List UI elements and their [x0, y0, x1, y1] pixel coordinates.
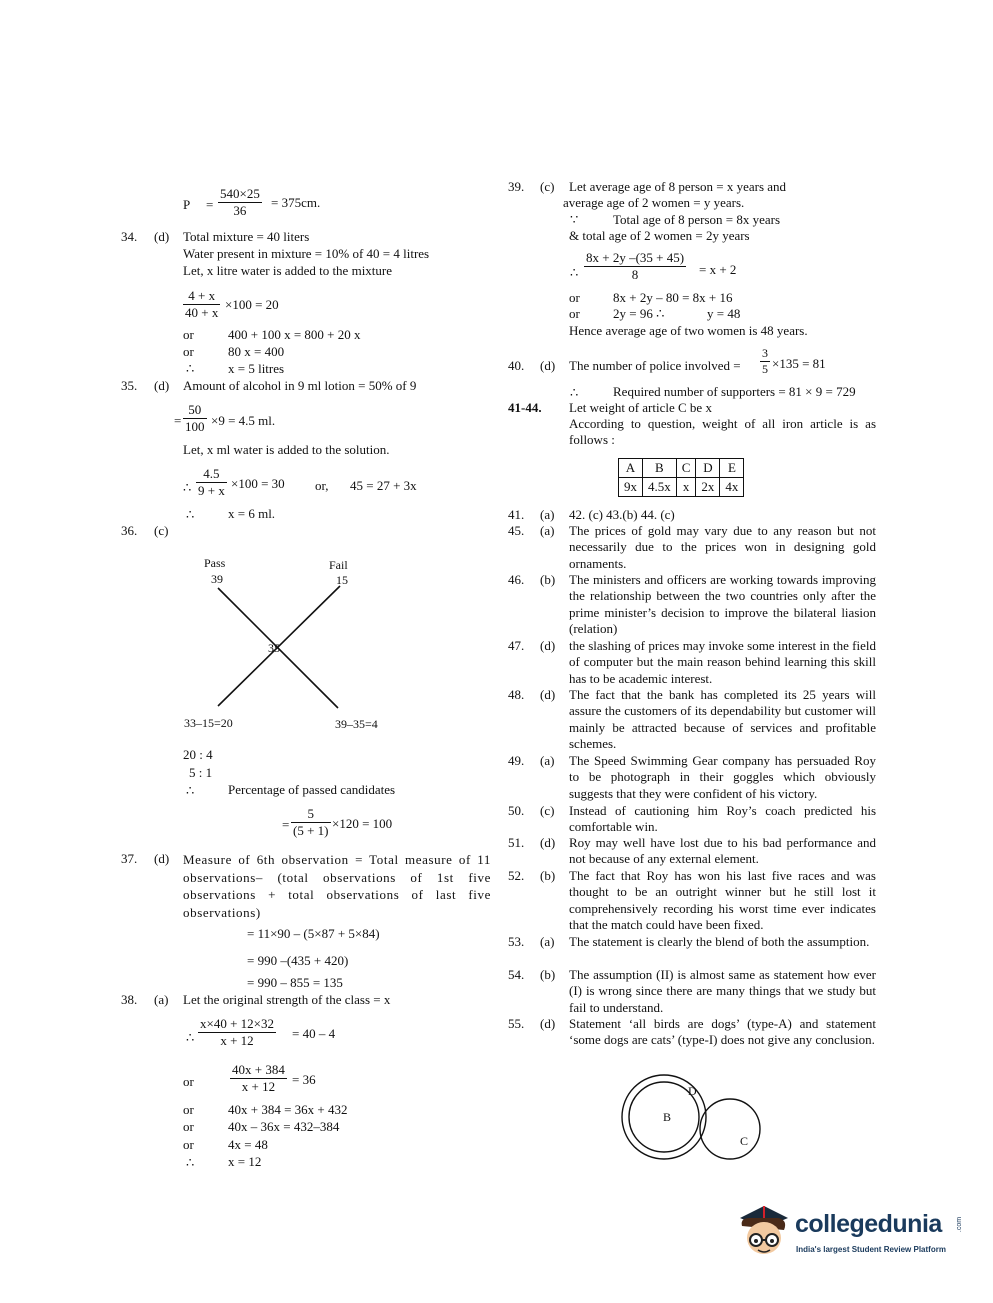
logo-tagline: India's largest Student Review Platform — [796, 1245, 946, 1254]
q36-number: 36. — [121, 523, 138, 538]
q35-rest: ×9 = 4.5 ml. — [211, 413, 276, 428]
answer-text: The prices of gold may vary due to any reason but not necessarily due to the prices won in designing gold ornaments. — [569, 523, 876, 571]
fail-value: 15 — [336, 573, 348, 587]
q39-fraction — [584, 250, 686, 283]
answer-number: 50. — [508, 803, 525, 818]
q38-step1: 40x + 384 = 36x + 432 — [228, 1102, 348, 1117]
q34-line2: Water present in mixture = 10% of 40 = 4 litres — [183, 246, 430, 261]
q35-f2-rest: ×100 = 30 — [231, 476, 285, 491]
fail-label: Fail — [329, 558, 348, 572]
answer-option: (d) — [540, 835, 556, 850]
q40-number: 40. — [508, 358, 525, 373]
q38-f2-num: 40x + 384 — [232, 1062, 285, 1077]
q34-frac-den: 40 + x — [185, 305, 219, 320]
q35-fraction2 — [196, 466, 227, 499]
answer-number: 47. — [508, 638, 525, 653]
mascot-icon — [734, 1196, 794, 1262]
bottom-right-value: 39–35=4 — [335, 717, 378, 731]
q41-44-line1: Let weight of article C be x — [569, 400, 712, 415]
answer-option: (d) — [540, 638, 556, 653]
q39-number: 39. — [508, 179, 525, 194]
q39-frac-rest: = x + 2 — [699, 262, 737, 277]
q38-f1-rest: = 40 – 4 — [292, 1026, 336, 1041]
answer-text: The fact that the bank has completed its 25 years will assure the customers of its dependability but customer will mainly be attracted because of services and profitable schemes. — [569, 687, 876, 752]
q40-fraction — [760, 346, 770, 377]
q34-fraction — [183, 288, 220, 321]
ratio-2: 5 : 1 — [189, 765, 213, 780]
answer-option: (b) — [540, 572, 556, 587]
q35-result: x = 6 ml. — [228, 506, 276, 521]
p-result: = 375cm. — [271, 195, 321, 210]
q36-option: (c) — [154, 523, 169, 538]
q35-line2: Let, x ml water is added to the solution. — [183, 442, 390, 457]
venn-circle-c — [700, 1099, 760, 1159]
answer-option: (a) — [540, 753, 555, 768]
q37-option: (d) — [154, 851, 170, 866]
q34-frac-rest: ×100 = 20 — [225, 297, 279, 312]
q35-number: 35. — [121, 378, 138, 393]
because-symbol: ∵ — [570, 212, 579, 227]
q36-frac-den: (5 + 1) — [293, 823, 329, 838]
answer-number: 51. — [508, 835, 525, 850]
answer-number: 53. — [508, 934, 525, 949]
q38-or1: or — [183, 1074, 194, 1089]
q39-line3: Total age of 8 person = 8x years — [613, 212, 781, 227]
q34-or1: or — [183, 327, 194, 342]
table-cell: 4x — [720, 478, 744, 497]
q38-fraction1 — [198, 1016, 276, 1049]
q35-frac-num: 50 — [183, 402, 207, 419]
q35-eq: = — [174, 413, 182, 428]
q36-fraction — [291, 806, 331, 839]
q39-or1: or — [569, 290, 580, 305]
q38-number: 38. — [121, 992, 138, 1007]
q38-f1-den: x + 12 — [220, 1033, 254, 1048]
q36-frac-num: 5 — [291, 806, 331, 823]
venn-label-b: B — [663, 1110, 672, 1124]
q38-line1: Let the original strength of the class = x — [183, 992, 391, 1007]
q34-line3: Let, x litre water is added to the mixture — [183, 263, 393, 278]
q38-or2: or — [183, 1102, 194, 1117]
q34-number: 34. — [121, 229, 138, 244]
therefore-symbol: ∴ — [570, 265, 579, 280]
q40-line2: Required number of supporters = 81 × 9 = 729 — [613, 384, 856, 399]
answer-text: The Speed Swimming Gear company has persuaded Roy to be photograph in their goggles which obviously suggests that they were confident of his victory. — [569, 753, 876, 801]
q38-f1-num: x×40 + 12×32 — [200, 1016, 274, 1031]
pass-label: Pass — [204, 556, 226, 570]
q36-eq: = — [282, 817, 290, 832]
venn-label-d: D — [688, 1084, 697, 1098]
q39-or2: or — [569, 306, 580, 321]
q39-frac-den: 8 — [631, 267, 639, 282]
q38-f2-rest: = 36 — [292, 1072, 316, 1087]
answer-number: 49. — [508, 753, 525, 768]
q37-calc2: = 990 –(435 + 420) — [247, 953, 349, 968]
q39-step2: 2y = 96 ∴ — [613, 306, 665, 321]
q40-frac-num: 3 — [762, 346, 768, 360]
logo-name: collegedunia — [795, 1210, 942, 1238]
therefore-symbol: ∴ — [186, 361, 195, 376]
q37-number: 37. — [121, 851, 138, 866]
p-eq: = — [206, 197, 214, 212]
table-cell: 9x — [619, 478, 643, 497]
answer-text: The ministers and officers are working towards improving the relationship between the two countries only after the prime minister’s decision to improve the bilateral liasion (relation) — [569, 572, 876, 637]
answer-number: 54. — [508, 967, 525, 982]
q38-or3: or — [183, 1119, 194, 1134]
q41-44-number: 41-44. — [508, 400, 542, 415]
p-frac-num: 540×25 — [220, 186, 260, 201]
therefore-symbol: ∴ — [570, 385, 579, 400]
q35-f2-num: 4.5 — [196, 466, 227, 483]
q35-frac-den: 100 — [185, 419, 205, 434]
q37-text: Measure of 6th observation = Total measure of 11 observations– (total observations of 1st five observations + total observations of last five observations) — [183, 852, 491, 920]
table-header-cell: A — [619, 459, 643, 478]
q35-option: (d) — [154, 378, 170, 393]
q38-step3: 4x = 48 — [228, 1137, 268, 1152]
table-header-cell: C — [676, 459, 696, 478]
q34-step1: 400 + 100 x = 800 + 20 x — [228, 327, 361, 342]
q40-frac-den: 5 — [762, 362, 768, 376]
venn-label-c: C — [740, 1134, 749, 1148]
table-header-cell: D — [696, 459, 720, 478]
therefore-symbol: ∴ — [186, 783, 195, 798]
answer-option: (b) — [540, 868, 556, 883]
q41-44-line2: According to question, weight of all iron article is as follows : — [569, 416, 876, 448]
q34-step2: 80 x = 400 — [228, 344, 285, 359]
q34-line1: Total mixture = 40 liters — [183, 229, 310, 244]
q39-frac-num: 8x + 2y –(35 + 45) — [586, 250, 685, 265]
q39-line2: average age of 2 women = y years. — [563, 195, 745, 210]
q34-frac-num: 4 + x — [183, 288, 220, 305]
q38-or4: or — [183, 1137, 194, 1152]
q39-line5: Hence average age of two women is 48 years. — [569, 323, 808, 338]
table-header-cell: B — [643, 459, 677, 478]
p-frac-den: 36 — [233, 203, 247, 218]
q34-step3: x = 5 litres — [228, 361, 285, 376]
answer-option: (a) — [540, 934, 555, 949]
therefore-symbol: ∴ — [186, 507, 195, 522]
q35-line1: Amount of alcohol in 9 ml lotion = 50% of 9 — [183, 378, 417, 393]
q39-line1: Let average age of 8 person = x years and — [569, 179, 787, 194]
q34-or2: or — [183, 344, 194, 359]
answer-text: Roy may well have lost due to his bad performance and not because of any external element. — [569, 835, 876, 867]
alligation-cross-diagram — [190, 580, 370, 720]
answer-option: (a) — [540, 523, 555, 538]
therefore-symbol: ∴ — [183, 480, 192, 495]
bottom-left-value: 33–15=20 — [184, 716, 233, 730]
answer-number: 46. — [508, 572, 525, 587]
q41-rest: 42. (c) 43.(b) 44. (c) — [569, 507, 675, 522]
answer-number: 55. — [508, 1016, 525, 1031]
q38-f2-den: x + 12 — [241, 1079, 276, 1094]
q38-step2: 40x – 36x = 432–384 — [228, 1119, 340, 1134]
therefore-symbol: ∴ — [186, 1030, 195, 1045]
q41-number: 41. — [508, 507, 525, 522]
answer-number: 52. — [508, 868, 525, 883]
p-fraction — [218, 186, 262, 219]
q39-line4: & total age of 2 women = 2y years — [569, 228, 750, 243]
answer-option: (d) — [540, 1016, 556, 1031]
q40-option: (d) — [540, 358, 556, 373]
answer-text: the slashing of prices may invoke some interest in the field of computer but the main reason behind learning this skill has to be academic interest. — [569, 638, 876, 686]
q35-or: or, — [315, 478, 329, 493]
answer-option: (b) — [540, 967, 556, 982]
answer-text: The statement is clearly the blend of both the assumption. — [569, 934, 870, 949]
answer-option: (d) — [540, 687, 556, 702]
answer-number: 48. — [508, 687, 525, 702]
q37-calc3: = 990 – 855 = 135 — [247, 975, 343, 990]
q37-calc1: = 11×90 – (5×87 + 5×84) — [247, 926, 380, 941]
table-header-row — [619, 459, 744, 478]
therefore-symbol: ∴ — [186, 1155, 195, 1170]
q35-alt: 45 = 27 + 3x — [350, 478, 417, 493]
p-label: P — [183, 197, 191, 212]
answer-text: Statement ‘all birds are dogs’ (type-A) and statement ‘some dogs are cats’ (type-I) does not give any conclusion. — [569, 1016, 876, 1048]
q38-option: (a) — [154, 992, 169, 1007]
q41-option: (a) — [540, 507, 555, 522]
q38-step4: x = 12 — [228, 1154, 262, 1169]
q35-fraction — [183, 402, 207, 435]
table-row — [619, 478, 744, 497]
q39-step1: 8x + 2y – 80 = 8x + 16 — [613, 290, 733, 305]
answer-text: The fact that Roy has won his last five races and was thought to be an outright winner but he still lost it comprehensively recording his worst time ever indicates that the match could have been fixed. — [569, 868, 876, 933]
answer-text: Instead of cautioning him Roy’s coach predicted his comfortable win. — [569, 803, 876, 835]
q40-frac-rest: ×135 = 81 — [772, 356, 826, 371]
pass-value: 39 — [211, 572, 223, 586]
q36-frac-rest: ×120 = 100 — [332, 816, 393, 831]
table-cell: 2x — [696, 478, 720, 497]
percentage-text: Percentage of passed candidates — [228, 782, 396, 797]
logo-sup: .com — [956, 1216, 964, 1233]
answer-number: 45. — [508, 523, 525, 538]
article-weight-table — [618, 458, 744, 497]
table-cell: 4.5x — [643, 478, 677, 497]
table-cell: x — [676, 478, 696, 497]
table-header-cell: E — [720, 459, 744, 478]
q34-option: (d) — [154, 229, 170, 244]
q39-option: (c) — [540, 179, 555, 194]
q35-f2-den: 9 + x — [198, 483, 225, 498]
q38-fraction2 — [230, 1062, 287, 1095]
answer-option: (c) — [540, 803, 555, 818]
ratio-1: 20 : 4 — [183, 747, 213, 762]
center-value: 35 — [268, 641, 280, 655]
q39-step2b: y = 48 — [707, 306, 741, 321]
q40-line1: The number of police involved = — [569, 358, 741, 373]
answer-text: The assumption (II) is almost same as statement how ever (I) is wrong since there are many things that we study but fail to understand. — [569, 967, 876, 1015]
